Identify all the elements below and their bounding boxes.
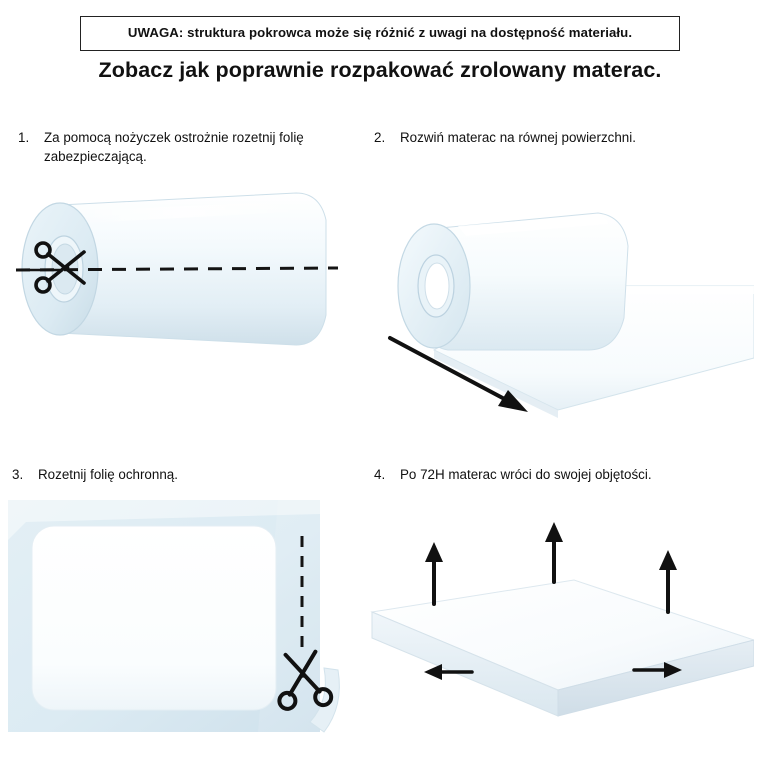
step-1-illustration — [8, 175, 358, 380]
step-4-caption — [374, 465, 734, 484]
page-title: Zobacz jak poprawnie rozpakować zrolowany materac. — [98, 58, 662, 82]
step-1-text: Za pomocą nożyczek ostrożnie rozetnij folię zabezpieczającą. — [44, 130, 304, 165]
step-2-text: Rozwiń materac na równej powierzchni. — [400, 130, 636, 145]
expand-arrow-left — [425, 542, 443, 604]
step-3-text: Rozetnij folię ochronną. — [38, 467, 178, 482]
rolled-mattress-shape — [398, 213, 628, 350]
expand-arrow-right — [659, 550, 677, 612]
step-1-number: 1. — [18, 130, 30, 145]
step-3-number: 3. — [12, 467, 24, 482]
step-2-number: 2. — [374, 130, 386, 145]
step-4-text: Po 72H materac wróci do swojej objętości. — [400, 467, 652, 482]
step-4-number: 4. — [374, 467, 386, 482]
step-3-caption — [12, 465, 342, 484]
step-3-illustration — [8, 500, 350, 750]
step-2-caption — [374, 128, 734, 147]
mattress-slab — [372, 580, 754, 716]
step-4-illustration — [362, 520, 754, 750]
step-2-illustration — [362, 168, 754, 433]
notice-banner: UWAGA: struktura pokrowca może się różnić z uwagi na dostępność materiału. — [80, 16, 680, 51]
expand-arrow-center — [545, 522, 563, 582]
mattress-flat — [32, 526, 276, 710]
step-1-caption — [18, 128, 348, 166]
